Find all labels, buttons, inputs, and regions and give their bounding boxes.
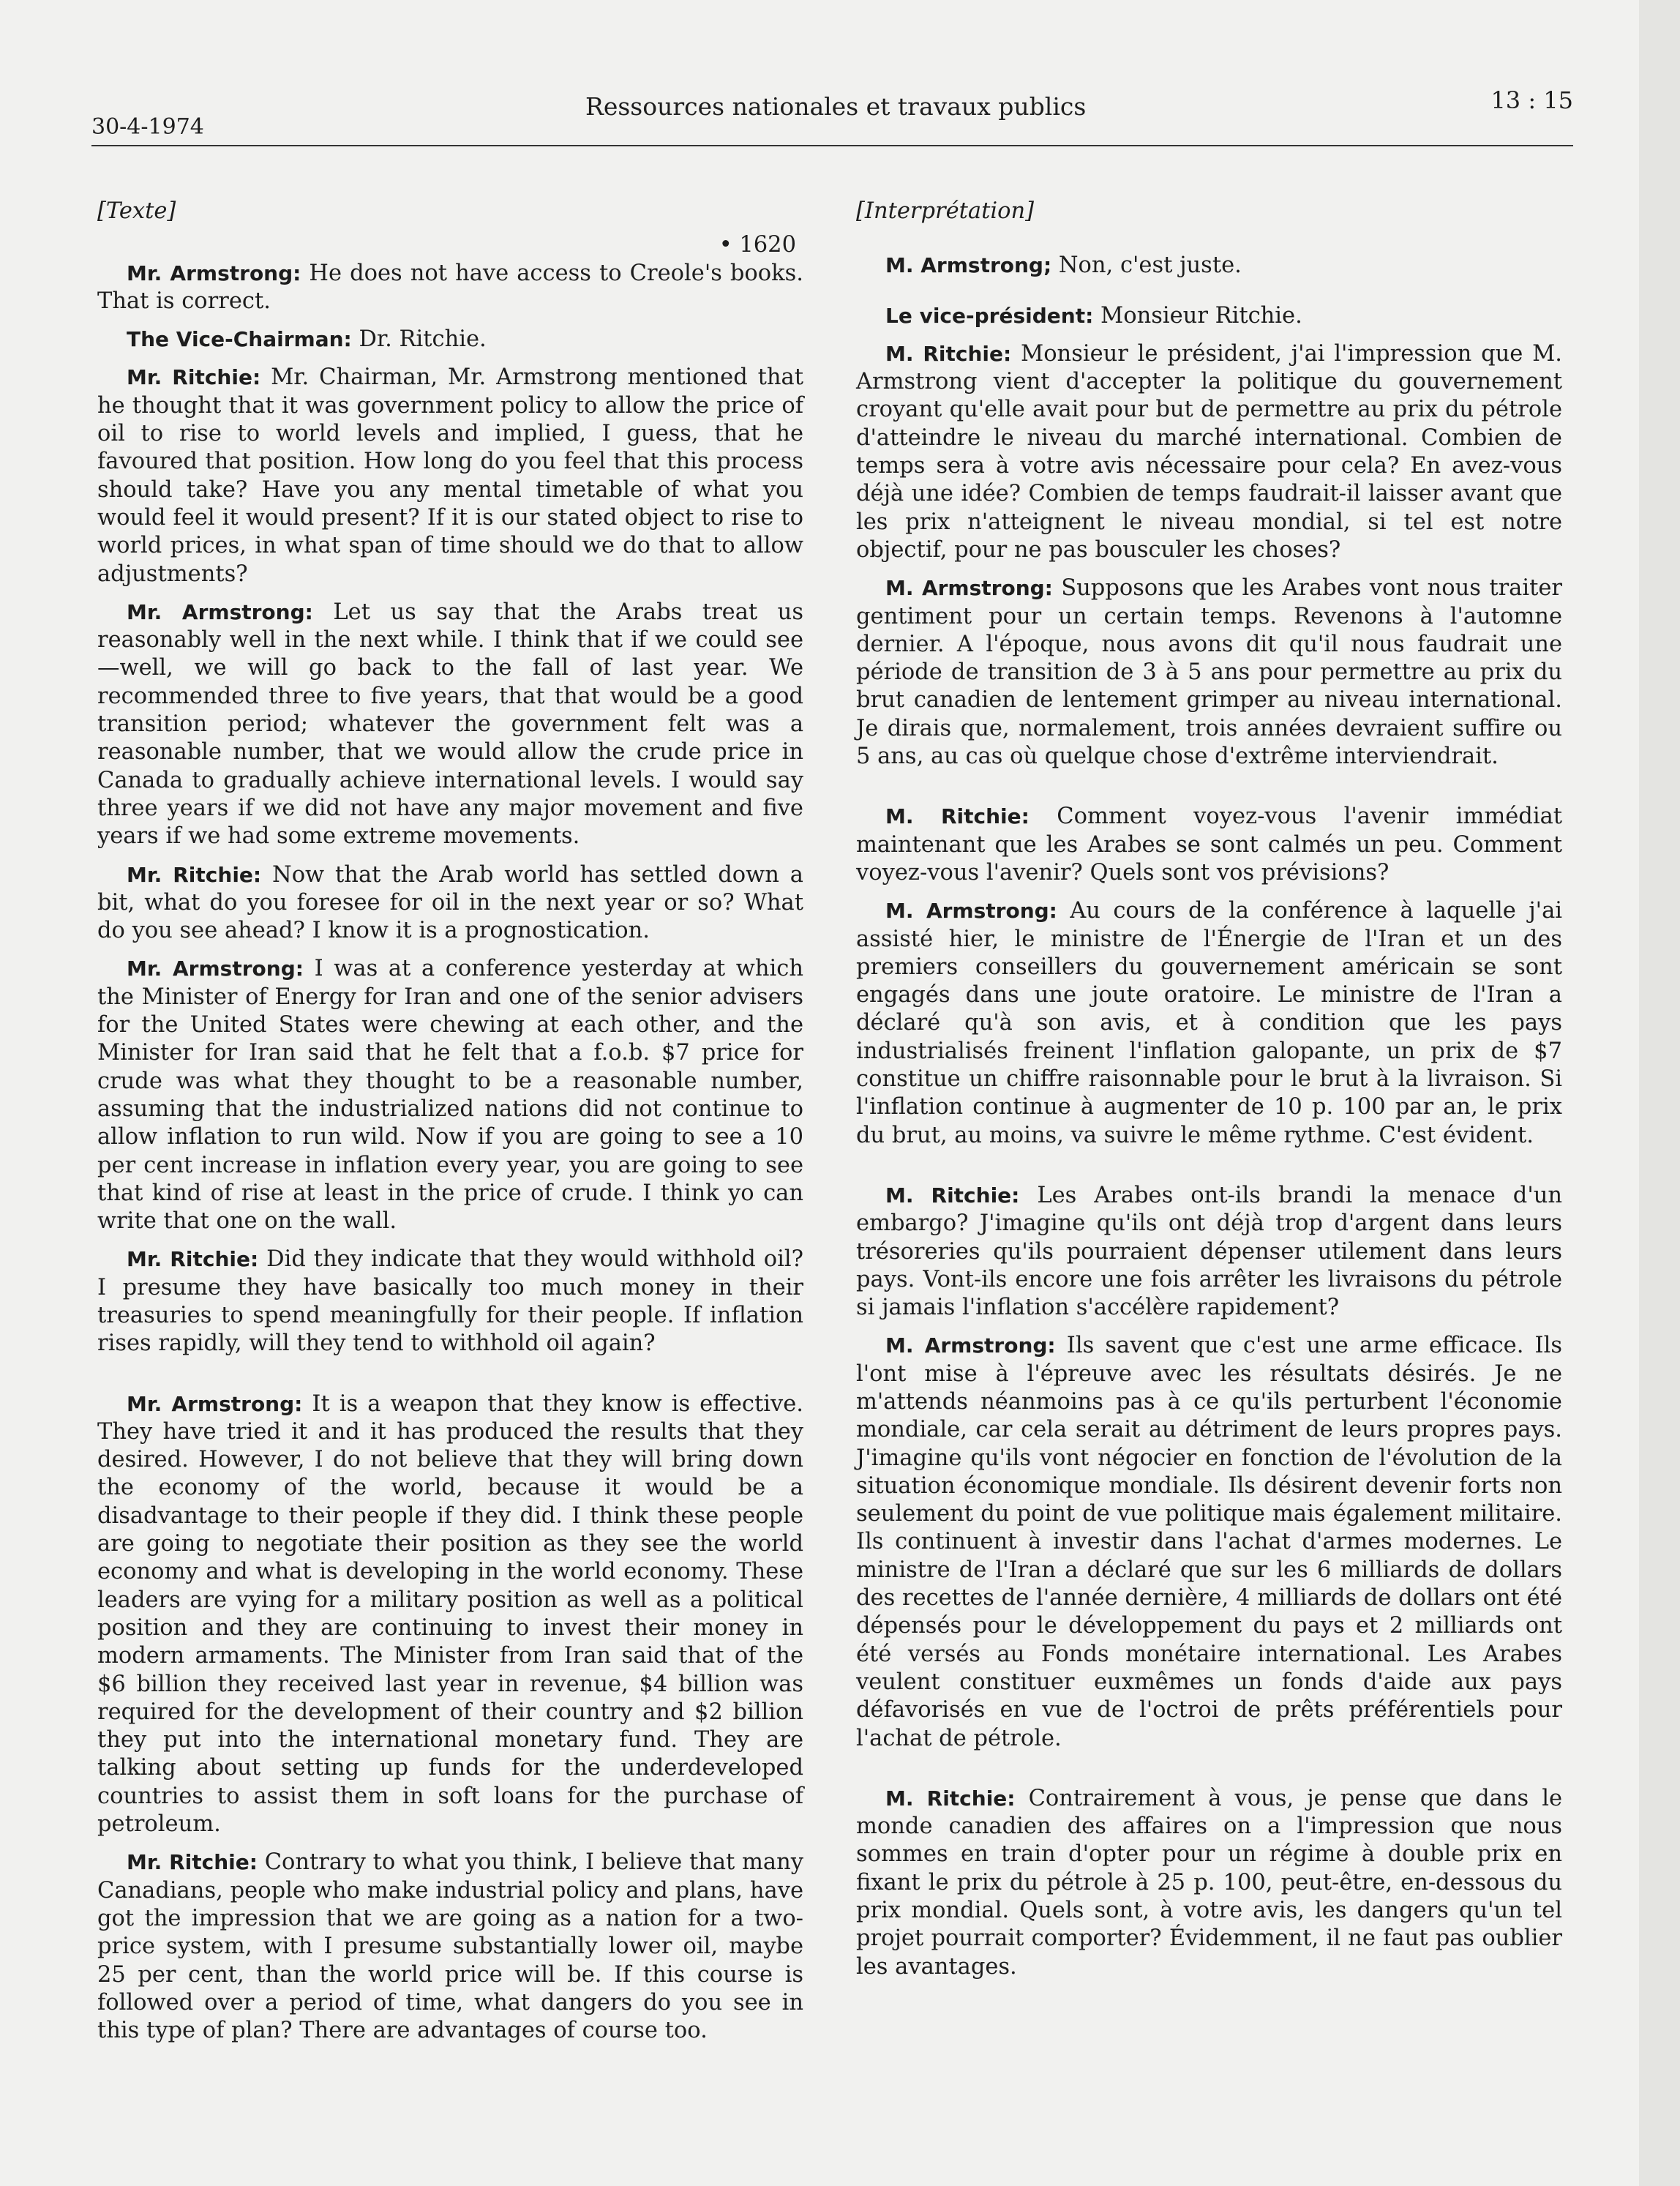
speech-text: Monsieur le président, j'ai l'impression que M. Armstrong vient d'accepter la politique du gouvernement croyant qu'elle avait pour but de permettre au prix du pétrole d'atteindre le niveau du marché international. Combien de temps sera à votre avis nécessaire pour cela? En avez-vous déjà une idée? Combien de temps faudrait-il laisser avant que les prix n'atteignent le niveau mondial, si tel est notre objectif, pour ne pas bousculer les choses?: [856, 340, 1562, 563]
speech-paragraph: [97, 1390, 803, 1839]
speech-text: Mr. Chairman, Mr. Armstrong mentioned that he thought that it was government policy to allow the price of oil to rise to world levels and implied, I guess, that he favoured that position. How long do you feel that this process should take? Have you any mental timetable of what you would feel it would present? If it is our stated object to rise to world prices, in what span of time should we do that to allow adjustments?: [97, 364, 803, 587]
speech-text: It is a weapon that they know is effective. They have tried it and it has produced the results that they desired. However, I do not believe that they will bring down the economy of the world, because it would be a disadvantage to their people if they did. I think these people are going to negotiate their position as they see the world economy and what is developing in the world economy. These leaders are vying for a military position as well as a political position and they are continuing to invest their money in modern armaments. The Minister from Iran said that of the $6 billion they received last year in revenue, $4 billion was required for the development of their country and $2 billion they put into the international monetary fund. They are talking about setting up funds for the underdeveloped countries to assist them in soft loans for the purchase of petroleum.: [97, 1390, 803, 1838]
speech-text: Let us say that the Arabs treat us reasonably well in the next while. I think that if we could see—well, we will go back to the fall of last year. We recommended three to five years, that that would be a good transition period; whatever the government felt was a reasonable number, that we would allow the crude price in Canada to gradually achieve international levels. I would say three years if we did not have any major movement and five years if we had some extreme movements.: [97, 599, 803, 850]
speech-paragraph: [97, 260, 803, 316]
column-label: [Interprétation]: [856, 198, 1034, 224]
speech-text: Non, c'est juste.: [1051, 252, 1242, 279]
speech-paragraph: [856, 252, 1562, 280]
page-edge: [1639, 0, 1680, 2186]
speaker-name: M. Ritchie:: [885, 1183, 1020, 1208]
speech-text: Comment voyez-vous l'avenir immédiat maintenant que les Arabes se sont calmés un peu. Comment voyez-vous l'avenir? Quels sont vos prévisions?: [856, 804, 1563, 886]
speaker-name: M. Armstrong:: [885, 1333, 1056, 1358]
speech-paragraph: [856, 340, 1562, 564]
time-marker: • 1620: [719, 232, 796, 258]
speech-text: He does not have access to Creole's books. That is correct.: [97, 260, 803, 314]
speech-paragraph: [856, 302, 1562, 330]
speech-text: Contrary to what you think, I believe that many Canadians, people who make industrial policy and plans, have got the impression that we are going as a nation for a two-price system, with I presume substantially lower oil, maybe 25 per cent, than the world price will be. If this course is followed over a period of time, what dangers do you see in this type of plan? There are advantages of course too.: [97, 1849, 803, 2044]
speaker-name: M. Ritchie:: [885, 1786, 1016, 1811]
speaker-name: Mr. Ritchie:: [127, 365, 261, 390]
speaker-name: M. Armstrong:: [885, 576, 1053, 601]
speech-paragraph: [97, 861, 803, 946]
english-column: [97, 198, 803, 2055]
speech-paragraph: [856, 574, 1562, 771]
speech-text: Dr. Ritchie.: [351, 326, 487, 353]
speaker-name: M. Armstrong:: [885, 899, 1057, 924]
column-label: [Texte]: [97, 198, 176, 224]
speaker-name: M. Ritchie:: [885, 341, 1012, 366]
speech-paragraph: [97, 326, 803, 353]
header-date: 30-4-1974: [91, 114, 204, 140]
speaker-name: M. Ritchie:: [885, 804, 1030, 829]
speaker-name: M. Armstrong;: [885, 253, 1052, 278]
speech-paragraph: [856, 1332, 1562, 1752]
speech-text: Les Arabes ont-ils brandi la menace d'un embargo? J'imagine qu'ils ont déjà trop d'argent dans leurs trésoreries qu'ils pourraient dépenser utilement dans leurs pays. Vont-ils encore une fois arrêter les livraisons du pétrole si jamais l'inflation s'accélère rapidement?: [856, 1182, 1563, 1321]
speaker-name: Mr. Ritchie:: [127, 862, 262, 887]
speech-paragraph: [97, 599, 803, 851]
speaker-name: Mr. Armstrong:: [127, 957, 304, 981]
speaker-name: Mr. Armstrong:: [127, 261, 301, 285]
speech-paragraph: [97, 1849, 803, 2045]
speaker-name: Mr. Armstrong:: [127, 1391, 303, 1416]
header-title: Ressources nationales et travaux publics: [585, 92, 1087, 121]
speech-paragraph: [856, 1182, 1562, 1322]
speech-text: Contrairement à vous, je pense que dans le monde canadien des affaires on a l'impression que nous sommes en train d'opter pour un régime à double prix en fixant le prix du pétrole à 25 p. 100, peut-être, en-dessous du prix mondial. Quels sont, à votre avis, les dangers qu'un tel projet pourrait comporter? Évidemment, il ne faut pas oublier les avantages.: [856, 1785, 1562, 1980]
speech-paragraph: [97, 1246, 803, 1358]
speaker-name: Mr. Ritchie:: [127, 1850, 258, 1875]
speech-text: Ils savent que c'est une arme efficace. Ils l'ont mise à l'épreuve avec les résultats désirés. Je ne m'attends néanmoins pas à ce qu'ils perturbent l'économie mondiale, car cela serait au détriment de leurs propres pays. J'imagine qu'ils vont négocier en fonction de l'évolution de la situation économique mondiale. Ils désirent devenir forts non seulement du point de vue politique mais également militaire. Ils continuent à investir dans l'achat d'armes modernes. Le ministre de l'Iran a déclaré que sur les 6 milliards de dollars des recettes de l'année dernière, 4 milliards de dollars ont été dépensés pour le développement du pays et 2 milliards ont été versés au Fonds monétaire international. Les Arabes veulent constituer euxmêmes un fonds d'aide aux pays défavorisés en vue de l'octroi de prêts préférentiels pour l'achat de pétrole.: [856, 1333, 1563, 1751]
speech-text: Now that the Arab world has settled down a bit, what do you foresee for oil in the next year or so? What do you see ahead? I know it is a prognostication.: [97, 861, 803, 944]
speaker-name: Le vice-président:: [885, 303, 1094, 328]
speech-text: I was at a conference yesterday at which the Minister of Energy for Iran and one of the senior advisers for the United States were chewing at each other, and the Minister for Iran said that he felt that a f.o.b. $7 price for crude was what they thought to be a reasonable number, assuming that the industrialized nations did not continue to allow inflation to run wild. Now if you are going to see a 10 per cent increase in inflation every year, you are going to see that kind of rise at least in the price of crude. I think yo can write that one on the wall.: [97, 956, 803, 1235]
speaker-name: Mr. Armstrong:: [127, 599, 313, 624]
page-header: [91, 86, 1573, 146]
speech-text: Supposons que les Arabes vont nous traiter gentiment pour un certain temps. Revenons à l'automne dernier. A l'époque, nous avons dit qu'il nous faudrait une période de transition de 3 à 5 ans pour permettre au prix du brut canadien de lentement grimper au niveau international. Je dirais que, normalement, trois années devraient suffire ou 5 ans, au cas où quelque chose d'extrême interviendrait.: [856, 575, 1562, 770]
speech-paragraph: [856, 1785, 1562, 1981]
header-page-number: 13 : 15: [1490, 86, 1573, 114]
speech-paragraph: [97, 364, 803, 588]
french-column: [856, 198, 1562, 1991]
speech-paragraph: [856, 897, 1562, 1150]
speech-text: Did they indicate that they would withhold oil? I presume they have basically too much money in their treasuries to spend meaningfully for their people. If inflation rises rapidly, will they tend to withhold oil again?: [97, 1246, 803, 1357]
speaker-name: The Vice-Chairman:: [127, 327, 352, 352]
speech-text: Au cours de la conférence à laquelle j'ai assisté hier, le ministre de l'Énergie de l'Iran et un des premiers conseillers du gouvernement américain se sont engagés dans une joute oratoire. Le ministre de l'Iran a déclaré qu'à son avis, et à condition que les pays industrialisés freinent l'inflation galopante, un prix de $7 constitue un chiffre raisonnable pour le brut à la livraison. Si l'inflation continue à augmenter de 10 p. 100 par an, le prix du brut, au moins, va suivre le même rythme. C'est évident.: [856, 898, 1563, 1148]
speech-paragraph: [856, 803, 1562, 887]
speech-text: Monsieur Ritchie.: [1093, 302, 1302, 329]
speaker-name: Mr. Ritchie:: [127, 1247, 259, 1272]
speech-paragraph: [97, 955, 803, 1235]
